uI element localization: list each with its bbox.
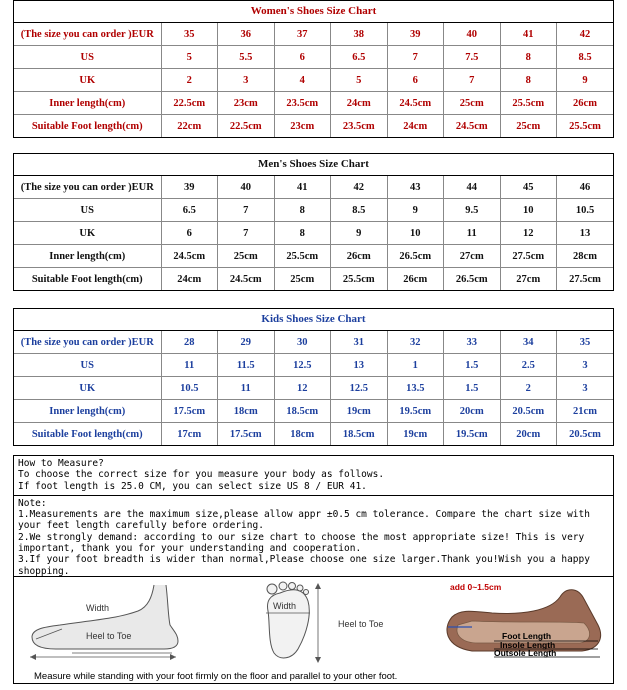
row-label: US	[14, 199, 161, 222]
table-cell: 23cm	[218, 92, 275, 115]
womens-size-table	[14, 23, 613, 137]
note-item-1: 1.Measurements are the maximum size,please allow appr ±0.5 cm tolerance. Compare the chart size with your feet length carefully before ordering.	[18, 509, 596, 532]
table-cell: 3	[218, 69, 275, 92]
outsole-length-label: Outsole Length	[494, 648, 557, 658]
table-cell: 20cm	[444, 400, 501, 423]
table-cell: 23.5cm	[331, 115, 388, 138]
table-cell: 11	[218, 377, 275, 400]
table-cell: 24.5cm	[444, 115, 501, 138]
table-cell: 41	[500, 23, 557, 46]
notes-heading: Note:	[18, 497, 47, 509]
table-cell: 12	[500, 222, 557, 245]
table-cell: 22.5cm	[161, 92, 218, 115]
table-cell: 28	[161, 331, 218, 354]
foot-length-label: Foot Length	[502, 631, 552, 641]
table-cell: 6.5	[331, 46, 388, 69]
mens-size-chart	[13, 153, 614, 291]
side-heel-toe-label: Heel to Toe	[86, 631, 132, 641]
table-cell: 10	[500, 199, 557, 222]
table-row	[14, 400, 613, 423]
table-cell: 22cm	[161, 115, 218, 138]
table-cell: 18cm	[218, 400, 275, 423]
table-cell: 26cm	[557, 92, 614, 115]
table-row	[14, 268, 613, 291]
table-cell: 3	[557, 377, 614, 400]
kids-size-table	[14, 331, 613, 445]
table-cell: 6	[161, 222, 218, 245]
table-cell: 7	[218, 222, 275, 245]
side-width-label: Width	[86, 603, 110, 613]
top-heel-toe-label: Heel to Toe	[338, 619, 384, 629]
row-label: Inner length(cm)	[14, 245, 161, 268]
foot-side-view-illustration	[26, 581, 191, 661]
table-cell: 6	[274, 46, 331, 69]
table-cell: 26cm	[331, 245, 388, 268]
table-cell: 8	[500, 46, 557, 69]
table-cell: 21cm	[557, 400, 614, 423]
table-cell: 17cm	[161, 423, 218, 446]
table-cell: 7	[387, 46, 444, 69]
table-cell: 25cm	[500, 115, 557, 138]
table-row	[14, 23, 613, 46]
table-cell: 7	[218, 199, 275, 222]
table-cell: 9	[387, 199, 444, 222]
table-cell: 2	[161, 69, 218, 92]
table-cell: 27.5cm	[557, 268, 614, 291]
how-to-line-2: If foot length is 25.0 CM, you can select size US 8 / EUR 41.	[18, 480, 367, 492]
table-cell: 1	[387, 354, 444, 377]
row-label: US	[14, 354, 161, 377]
table-cell: 5	[331, 69, 388, 92]
table-cell: 10	[387, 222, 444, 245]
table-cell: 41	[274, 176, 331, 199]
table-cell: 3	[557, 354, 614, 377]
kids-size-chart	[13, 308, 614, 446]
tolerance-label: add 0~1.5cm	[450, 582, 502, 592]
table-cell: 9.5	[444, 199, 501, 222]
table-cell: 24.5cm	[161, 245, 218, 268]
row-label: (The size you can order )EUR	[14, 23, 161, 46]
table-cell: 6.5	[161, 199, 218, 222]
table-cell: 12	[274, 377, 331, 400]
row-label: Suitable Foot length(cm)	[14, 423, 161, 446]
table-row	[14, 69, 613, 92]
table-cell: 13.5	[387, 377, 444, 400]
table-cell: 17.5cm	[161, 400, 218, 423]
table-cell: 25.5cm	[274, 245, 331, 268]
table-cell: 28cm	[557, 245, 614, 268]
table-cell: 5	[161, 46, 218, 69]
table-row	[14, 245, 613, 268]
table-cell: 25cm	[444, 92, 501, 115]
table-row	[14, 199, 613, 222]
table-cell: 23.5cm	[274, 92, 331, 115]
mens-size-table	[14, 176, 613, 290]
row-label: US	[14, 46, 161, 69]
table-cell: 31	[331, 331, 388, 354]
table-cell: 2	[500, 377, 557, 400]
table-cell: 26cm	[387, 268, 444, 291]
table-cell: 46	[557, 176, 614, 199]
table-cell: 38	[331, 23, 388, 46]
table-cell: 19.5cm	[444, 423, 501, 446]
table-cell: 10.5	[557, 199, 614, 222]
table-cell: 20.5cm	[500, 400, 557, 423]
table-row	[14, 331, 613, 354]
womens-chart-title: Women's Shoes Size Chart	[14, 1, 613, 23]
table-cell: 45	[500, 176, 557, 199]
table-cell: 12.5	[274, 354, 331, 377]
table-cell: 11	[161, 354, 218, 377]
table-cell: 1.5	[444, 354, 501, 377]
table-cell: 34	[500, 331, 557, 354]
table-cell: 29	[218, 331, 275, 354]
table-row	[14, 423, 613, 446]
table-cell: 11.5	[218, 354, 275, 377]
note-item-2: 2.We strongly demand: according to our size chart to choose the most appropriate size! This is very important, thank you for your understanding and cooperation.	[18, 531, 590, 555]
mens-chart-title: Men's Shoes Size Chart	[14, 154, 613, 176]
table-cell: 40	[444, 23, 501, 46]
table-cell: 32	[387, 331, 444, 354]
table-cell: 24.5cm	[387, 92, 444, 115]
table-cell: 24.5cm	[218, 268, 275, 291]
insole-length-label: Insole Length	[500, 640, 556, 650]
measure-caption: Measure while standing with your foot firmly on the floor and parallel to your other foot.	[34, 670, 398, 682]
table-row	[14, 115, 613, 138]
table-cell: 2.5	[500, 354, 557, 377]
measure-notes-panel	[13, 455, 614, 684]
foot-top-view-illustration	[246, 579, 411, 665]
table-cell: 8.5	[331, 199, 388, 222]
table-cell: 35	[161, 23, 218, 46]
shoe-length-illustration	[432, 577, 612, 665]
table-cell: 40	[218, 176, 275, 199]
table-cell: 8	[500, 69, 557, 92]
row-label: UK	[14, 222, 161, 245]
table-cell: 18.5cm	[274, 400, 331, 423]
table-cell: 5.5	[218, 46, 275, 69]
top-width-label: Width	[273, 601, 297, 611]
table-cell: 7.5	[444, 46, 501, 69]
table-cell: 19.5cm	[387, 400, 444, 423]
table-cell: 37	[274, 23, 331, 46]
notes-section	[14, 496, 613, 577]
table-cell: 25.5cm	[331, 268, 388, 291]
table-cell: 30	[274, 331, 331, 354]
table-cell: 43	[387, 176, 444, 199]
table-cell: 8.5	[557, 46, 614, 69]
table-cell: 35	[557, 331, 614, 354]
kids-chart-title: Kids Shoes Size Chart	[14, 309, 613, 331]
table-cell: 24cm	[161, 268, 218, 291]
table-cell: 27cm	[500, 268, 557, 291]
table-cell: 13	[557, 222, 614, 245]
table-cell: 13	[331, 354, 388, 377]
measure-diagrams	[14, 576, 613, 684]
table-cell: 9	[557, 69, 614, 92]
table-row	[14, 377, 613, 400]
table-cell: 24cm	[331, 92, 388, 115]
table-cell: 9	[331, 222, 388, 245]
table-cell: 42	[557, 23, 614, 46]
table-row	[14, 222, 613, 245]
table-cell: 4	[274, 69, 331, 92]
table-cell: 39	[161, 176, 218, 199]
how-to-line-1: To choose the correct size for you measure your body as follows.	[18, 469, 385, 481]
row-label: (The size you can order )EUR	[14, 176, 161, 199]
table-cell: 27.5cm	[500, 245, 557, 268]
table-cell: 23cm	[274, 115, 331, 138]
table-cell: 22.5cm	[218, 115, 275, 138]
table-cell: 8	[274, 222, 331, 245]
table-cell: 33	[444, 331, 501, 354]
table-cell: 42	[331, 176, 388, 199]
table-cell: 19cm	[387, 423, 444, 446]
table-cell: 44	[444, 176, 501, 199]
table-cell: 26.5cm	[387, 245, 444, 268]
table-row	[14, 176, 613, 199]
table-cell: 24cm	[387, 115, 444, 138]
table-row	[14, 46, 613, 69]
row-label: Inner length(cm)	[14, 400, 161, 423]
table-cell: 20.5cm	[557, 423, 614, 446]
row-label: UK	[14, 69, 161, 92]
row-label: (The size you can order )EUR	[14, 331, 161, 354]
row-label: Suitable Foot length(cm)	[14, 268, 161, 291]
table-row	[14, 92, 613, 115]
womens-size-chart	[13, 0, 614, 138]
row-label: Suitable Foot length(cm)	[14, 115, 161, 138]
table-cell: 39	[387, 23, 444, 46]
table-cell: 8	[274, 199, 331, 222]
table-cell: 26.5cm	[444, 268, 501, 291]
table-cell: 10.5	[161, 377, 218, 400]
note-item-3: 3.If your foot breadth is wider than normal,Please choose one size larger.Thank you!Wish you a happy shopping.	[18, 554, 596, 577]
table-cell: 36	[218, 23, 275, 46]
table-cell: 6	[387, 69, 444, 92]
table-cell: 25cm	[218, 245, 275, 268]
table-cell: 17.5cm	[218, 423, 275, 446]
table-row	[14, 354, 613, 377]
row-label: Inner length(cm)	[14, 92, 161, 115]
table-cell: 11	[444, 222, 501, 245]
table-cell: 12.5	[331, 377, 388, 400]
table-cell: 25.5cm	[557, 115, 614, 138]
table-cell: 25cm	[274, 268, 331, 291]
row-label: UK	[14, 377, 161, 400]
table-cell: 18.5cm	[331, 423, 388, 446]
table-cell: 20cm	[500, 423, 557, 446]
table-cell: 1.5	[444, 377, 501, 400]
table-cell: 18cm	[274, 423, 331, 446]
how-to-measure	[14, 456, 613, 492]
how-to-heading: How to Measure?	[18, 458, 104, 469]
table-cell: 27cm	[444, 245, 501, 268]
table-cell: 25.5cm	[500, 92, 557, 115]
table-cell: 19cm	[331, 400, 388, 423]
table-cell: 7	[444, 69, 501, 92]
